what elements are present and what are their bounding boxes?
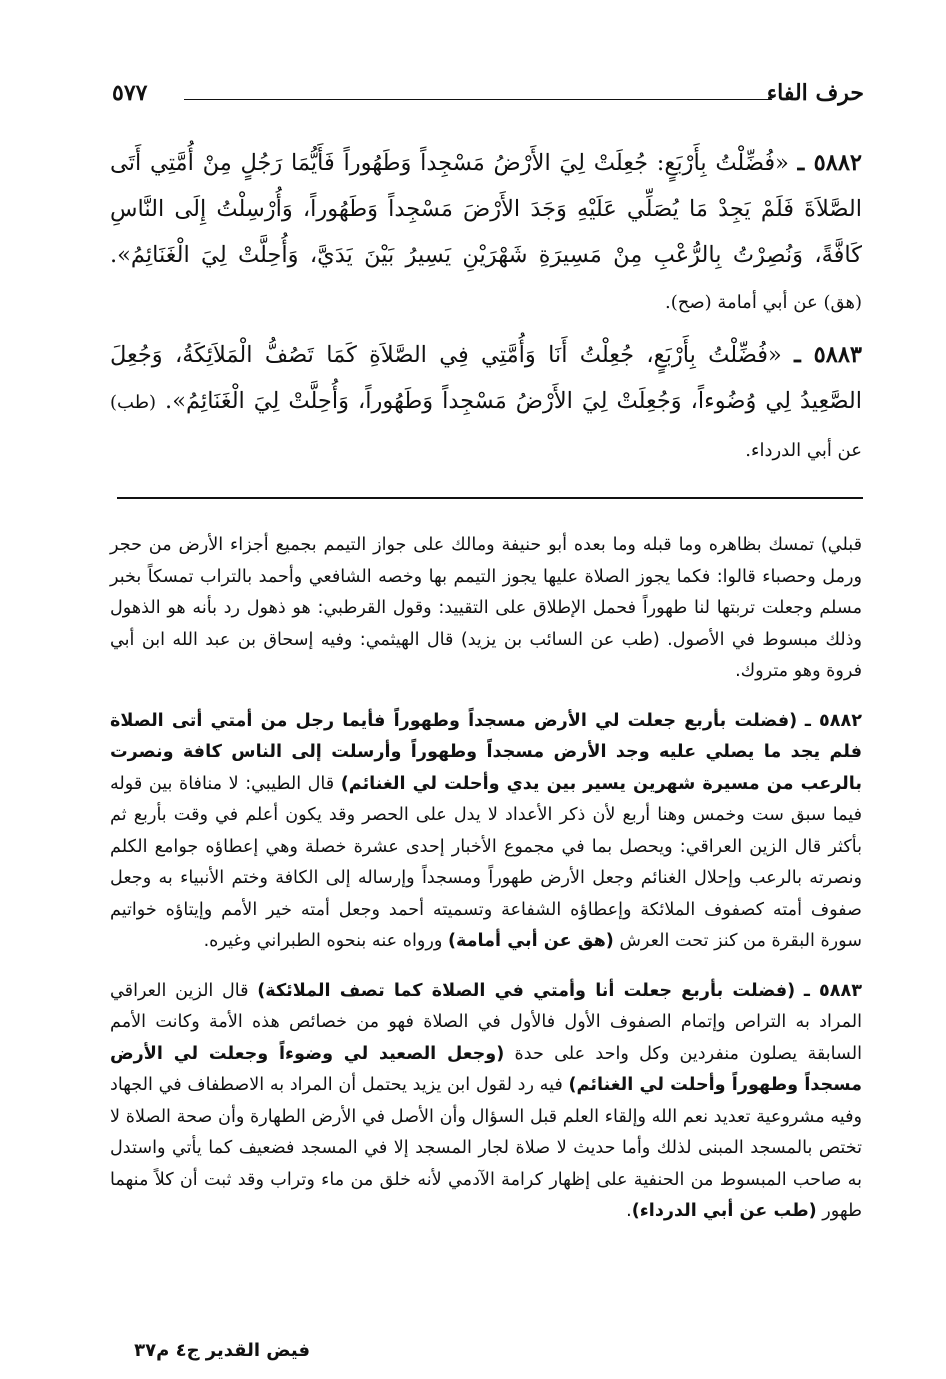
hadith-5882 [110, 140, 862, 326]
hadith-number: ٥٨٨٢ ـ [797, 150, 862, 176]
hadith-source: (هق) عن أبي أمامة (صح). [665, 292, 862, 313]
commentary-source: (هق عن أبي أمامة) [447, 931, 614, 951]
commentary-number: ٥٨٨٣ ـ [803, 980, 862, 1001]
commentary-paragraph: قبلي) تمسك بظاهره وما قبله وما بعده أبو حنيفة ومالك على جواز التيمم بجميع أجزاء الأرض من حجر ورمل وحصباء قالوا: فكما يجوز الصلاة عليها يجوز التيمم بها وخصه الشافعي وأحمد بالتراب تمسكاً بخبر مسلم وجعلت تربتها لنا طهوراً فحمل الإطلاق على التقييد: وقول القرطبي: هو ذهول رد بأنه هو الذهول وذلك مبسوط في الأصول. (طب عن السائب بن يزيد) قال الهيثمي: وفيه إسحاق بن عبد الله ابن أبي فروة وهو متروك. [110, 535, 862, 681]
commentary-quote: (وجعل الصعيد لي وضوءاً وجعلت لي الأرض مسجداً وطهوراً وأحلت لي الغنائم) [110, 1043, 863, 1095]
hadith-text [110, 140, 862, 480]
hadith-source: (طب) عن أبي الدرداء. [110, 392, 862, 461]
page-number: ٥٧٧ [112, 80, 148, 106]
commentary-5883: ٥٨٨٣ ـ (فضلت بأربع جعلت أنا وأمتي في الصلاة كما تصف الملائكة) قال الزين العراقي المراد به التراص وإتمام الصفوف الأول فالأول في الصلاة فهو من خصائص هذه الأمة وكانت الأمم السابقة يصلون منفردين وكل واحد على حدة (وجعل الصعيد لي وضوءاً وجعلت لي الأرض مسجداً وطهوراً وأحلت لي الغنائم) فيه رد لقول ابن يزيد يحتمل أن المراد به الاصطفاف في الجهاد وفيه مشروعية تعديد نعم الله وإلقاء العلم قبل السؤال وأن الأصل في الأرض الطهارة وأن صحة الصلاة لا تختص بالمسجد المبنى لذلك وأما حديث لا صلاة لجار المسجد إلا في المسجد فضعيف كما يأتي واستدل به صاحب المبسوط من الحنفية على إظهار كرامة الآدمي لأنه خلق من ماء وتراب وقد ثبت أن كلاً منهما طهور (طب عن أبي الدرداء). [110, 980, 863, 1221]
header-rule [184, 99, 772, 100]
chapter-title: حرف الفاء [766, 80, 864, 106]
section-divider [117, 497, 863, 499]
page-header [112, 78, 864, 112]
hadith-body: «فُضِّلْتُ بِأَرْبَعٍ، جُعِلْتُ أَنَا وَأُمَّتِي فِي الصَّلاَةِ كَمَا تَصُفُّ الْمَلاَئِكَةُ، وَجُعِلَ الصَّعِيدُ لِي وُضُوءاً، وَجُعِلَتْ لِيَ الأَرْضُ مَسْجِداً وَطَهُوراً، وَأُحِلَّتْ لِيَ الْغَنَائِمُ». [110, 342, 862, 414]
hadith-body: «فُضِّلْتُ بِأَرْبَعٍ: جُعِلَتْ لِيَ الأَرْضُ مَسْجِداً وَطَهُوراً فَأَيُّمَا رَجُلٍ مِنْ أُمَّتِي أَتَى الصَّلاَةَ فَلَمْ يَجِدْ مَا يُصَلِّي عَلَيْهِ وَجَدَ الأَرْضَ مَسْجِداً وَطَهُوراً، وَأُرْسِلْتُ إِلَى النَّاسِ كَافَّةً، وَنُصِرْتُ بِالرُّعْبِ مِنْ مَسِيرَةِ شَهْرَيْنِ يَسِيرُ بَيْنَ يَدَيَّ، وَأُحِلَّتْ لِيَ الْغَنَائِمُ». [110, 150, 862, 268]
commentary-quote: (فضلت بأربع جعلت لي الأرض مسجداً وطهوراً فأيما رجل من أمتي أتى الصلاة فلم يجد ما يصلي عليه وجد الأرض مسجداً وطهوراً وأرسلت إلى الناس كافة ونصرت بالرعب من مسيرة شهرين يسير بين يدي وأحلت لي الغنائم) [110, 710, 862, 794]
commentary-source: (طب عن أبي الدرداء) [631, 1201, 817, 1221]
commentary-number: ٥٨٨٢ ـ [804, 710, 863, 731]
hadith-5883 [110, 332, 862, 474]
hadith-number: ٥٨٨٣ ـ [794, 342, 862, 368]
page-footer: فيض القدير ج٤ م٣٧ [134, 1340, 310, 1361]
commentary [110, 530, 862, 1246]
commentary-5882: ٥٨٨٢ ـ (فضلت بأربع جعلت لي الأرض مسجداً وطهوراً فأيما رجل من أمتي أتى الصلاة فلم يجد ما يصلي عليه وجد الأرض مسجداً وطهوراً وأرسلت إلى الناس كافة ونصرت بالرعب من مسيرة شهرين يسير بين يدي وأحلت لي الغنائم) قال الطيبي: لا منافاة بين قوله فيما سبق ست وخمس وهنا أربع لأن ذكر الأعداد لا يدل على الحصر وقد يكون أعلم في وقت بأربع ثم بأكثر قال الزين العراقي: ويحصل بما في مجموع الأخبار إحدى عشرة خصلة وهي إعطاؤه جوامع الكلم ونصرته بالرعب وإحلال الغنائم وجعل الأرض طهوراً ومسجداً وإرساله إلى الكافة وختم الأنبياء به وجعل صفوف أمته كصفوف الملائكة وإعطاؤه الشفاعة وتسميته أحمد وجعل أمته خير الأمم وإيتاؤه خواتيم سورة البقرة من كنز تحت العرش (هق عن أبي أمامة) ورواه عنه بنحوه الطبراني وغيره. [110, 710, 863, 951]
commentary-quote: (فضلت بأربع جعلت أنا وأمتي في الصلاة كما تصف الملائكة) [257, 980, 796, 1001]
